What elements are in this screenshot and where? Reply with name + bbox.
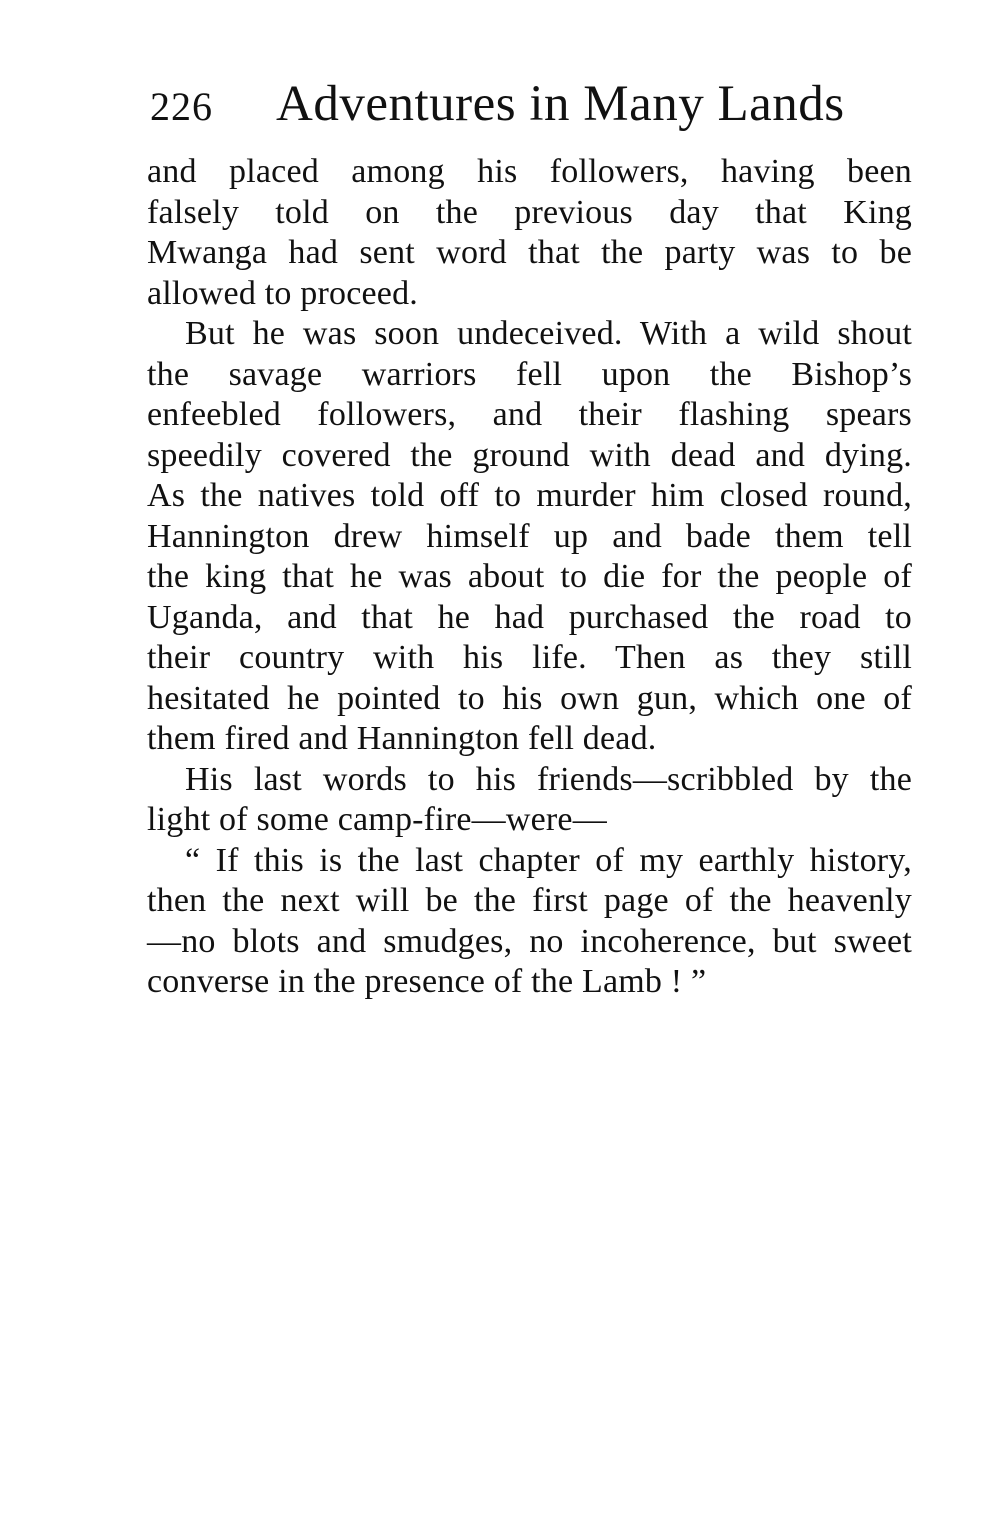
text-line: Mwanga had sent word that the party was to be bbox=[147, 234, 912, 271]
text-line: the savage warriors fell upon the Bishop’s bbox=[147, 355, 912, 393]
text-line: light of some camp-fire—were— bbox=[147, 801, 607, 838]
text-line: them fired and Hannington fell dead. bbox=[147, 720, 657, 757]
page-number: 226 bbox=[150, 84, 213, 129]
quotation-line: converse in the presence of the Lamb ! ” bbox=[147, 963, 707, 1000]
quotation-line: “ If this is the last chapter of my earthly history, bbox=[185, 841, 912, 879]
text-line: Hannington drew himself up and bade them tell bbox=[147, 517, 912, 555]
text-line: As the natives told off to murder him closed round, bbox=[147, 477, 912, 514]
running-head bbox=[150, 74, 910, 144]
text-line: Uganda, and that he had purchased the road to bbox=[147, 598, 912, 636]
quotation-line: then the next will be the first page of the heavenly bbox=[147, 882, 912, 919]
text-line: speedily covered the ground with dead and dying. bbox=[147, 436, 912, 474]
body-text bbox=[147, 152, 912, 1003]
text-line: their country with his life. Then as they still bbox=[147, 639, 912, 676]
text-line: falsely told on the previous day that King bbox=[147, 193, 912, 231]
running-title: Adventures in Many Lands bbox=[276, 76, 845, 132]
text-line: But he was soon undeceived. With a wild shout bbox=[185, 315, 912, 352]
text-line: hesitated he pointed to his own gun, which one of bbox=[147, 679, 912, 717]
text-line: the king that he was about to die for the people of bbox=[147, 558, 912, 595]
text-line: His last words to his friends—scribbled by the bbox=[185, 760, 912, 798]
text-line: and placed among his followers, having been bbox=[147, 153, 912, 190]
text-line: enfeebled followers, and their flashing spears bbox=[147, 396, 912, 433]
quotation-line: —no blots and smudges, no incoherence, but sweet bbox=[147, 922, 912, 960]
text-line: allowed to proceed. bbox=[147, 274, 418, 312]
